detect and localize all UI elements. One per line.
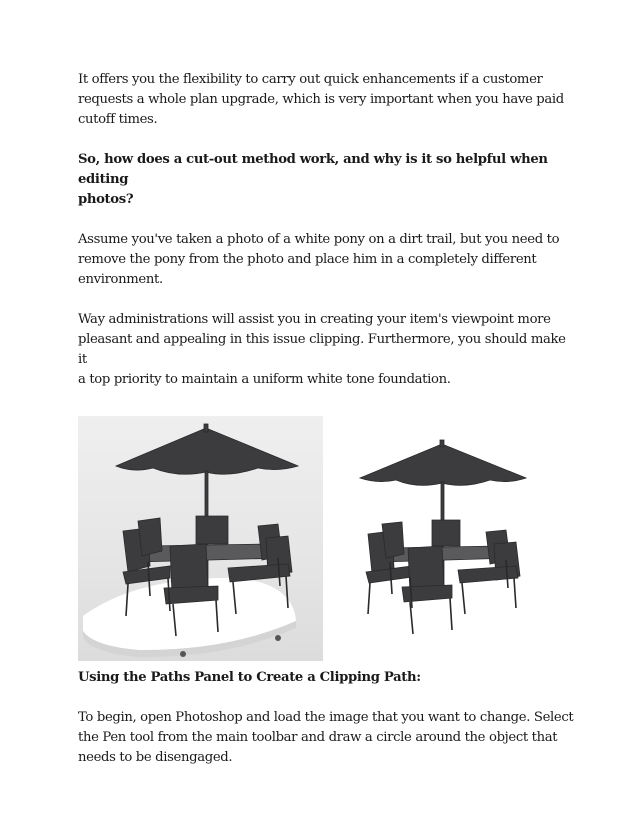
patio-set-cutout-image <box>350 436 548 646</box>
text-line: pleasant and appealing in this issue clipping. Furthermore, you should make it <box>78 332 566 367</box>
text-line: Using the Paths Panel to Create a Clipping Path: <box>78 670 421 685</box>
text-line: Assume you've taken a photo of a white pony on a dirt trail, but you need to <box>78 232 560 247</box>
text-line: remove the pony from the photo and place him in a completely different <box>78 252 537 267</box>
patio-set-original-image <box>78 416 323 661</box>
paragraph-to-begin <box>78 708 578 768</box>
text-line: So, how does a cut-out method work, and why is it so helpful when editing <box>78 152 548 187</box>
document-page <box>78 70 578 768</box>
paragraph-gap <box>78 290 578 310</box>
paragraph-gap <box>78 210 578 230</box>
text-line: Way administrations will assist you in creating your item's viewpoint more <box>78 312 551 327</box>
paragraph-way-administrations <box>78 310 578 390</box>
paragraph-gap <box>78 688 578 708</box>
text-line: environment. <box>78 272 163 287</box>
original-photo <box>78 416 323 661</box>
text-line: requests a whole plan upgrade, which is very important when you have paid <box>78 92 564 107</box>
text-line: a top priority to maintain a uniform white tone foundation. <box>78 372 451 387</box>
text-line: To begin, open Photoshop and load the image that you want to change. Select <box>78 710 574 725</box>
paragraph-white-pony <box>78 230 578 290</box>
heading-paths-panel <box>78 668 578 688</box>
text-line: photos? <box>78 192 134 207</box>
before-after-figure <box>78 416 548 661</box>
heading-cut-out-method <box>78 150 578 210</box>
clipped-photo <box>350 436 548 646</box>
text-line: the Pen tool from the main toolbar and draw a circle around the object that <box>78 730 558 745</box>
text-line: needs to be disengaged. <box>78 750 233 765</box>
paragraph-gap <box>78 130 578 150</box>
text-line: It offers you the flexibility to carry out quick enhancements if a customer <box>78 72 543 87</box>
paragraph-flexibility <box>78 70 578 130</box>
text-line: cutoff times. <box>78 112 158 127</box>
